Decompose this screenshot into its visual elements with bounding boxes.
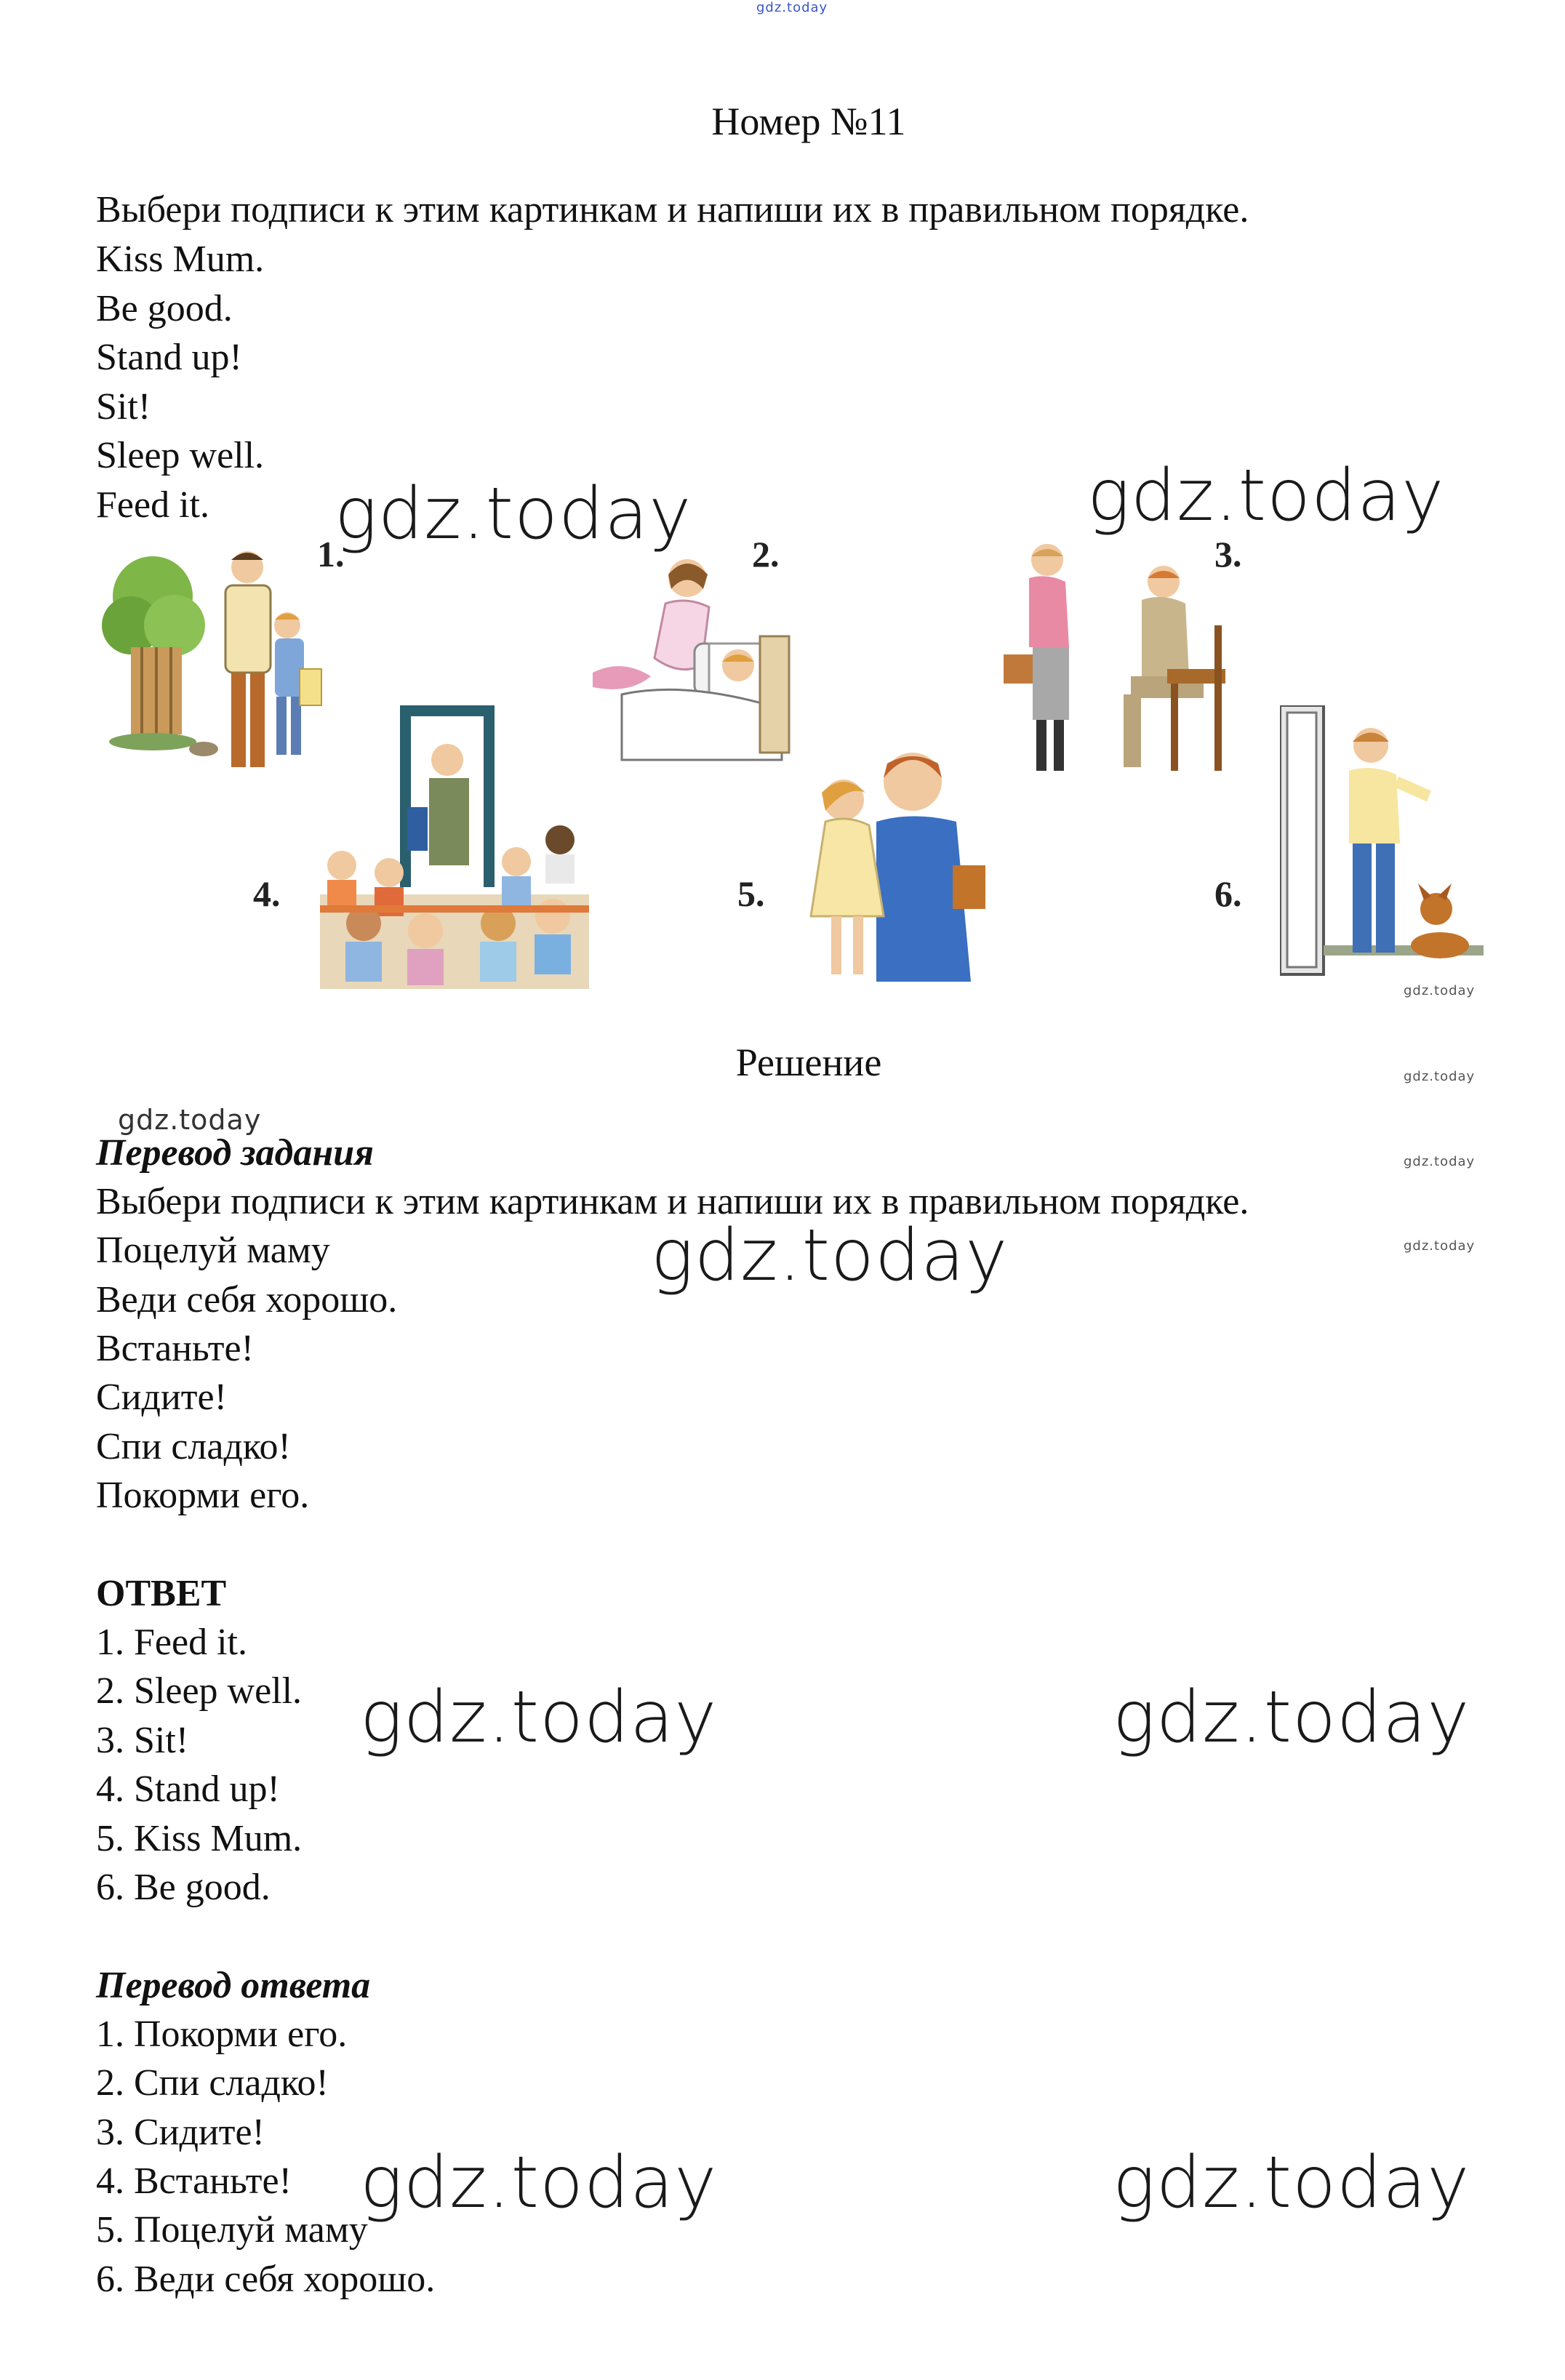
picture-3-illustration: [1000, 538, 1233, 800]
caption-item: Kiss Mum.: [96, 239, 265, 280]
picture-number-1: 1.: [317, 534, 345, 574]
picture-6-illustration: [1280, 705, 1484, 982]
picture-number-4: 4.: [253, 873, 281, 914]
translation-answer-line: 2. Спи сладко!: [96, 2062, 329, 2104]
watermark-small: gdz.today: [1404, 983, 1476, 998]
answer-heading: ОТВЕТ: [96, 1573, 227, 1614]
caption-item: Stand up!: [96, 337, 242, 378]
translation-answer-line: 1. Покорми его.: [96, 2014, 348, 2055]
answer-line: 3. Sit!: [96, 1720, 189, 1761]
translation-line: Поцелуй маму: [96, 1230, 330, 1271]
translation-line: Спи сладко!: [96, 1426, 291, 1467]
watermark: gdz.today: [1113, 1676, 1470, 1759]
picture-5-illustration: [796, 742, 1007, 982]
translation-line: Сидите!: [96, 1377, 227, 1418]
picture-number-5: 5.: [737, 873, 765, 914]
caption-item: Feed it.: [96, 484, 209, 526]
picture-number-3: 3.: [1214, 534, 1242, 574]
answer-line: 5. Kiss Mum.: [96, 1818, 303, 1859]
watermark: gdz.today: [335, 473, 692, 556]
task-instruction: Выбери подписи к этим картинкам и напиши их в правильном порядке.: [96, 189, 1249, 231]
picture-4-illustration: [320, 705, 589, 989]
caption-item: Be good.: [96, 288, 233, 329]
translation-answer-heading: Перевод ответа: [96, 1965, 371, 2006]
translation-line: Встаньте!: [96, 1328, 254, 1369]
answer-line: 1. Feed it.: [96, 1622, 247, 1663]
picture-number-2: 2.: [752, 534, 780, 574]
picture-number-6: 6.: [1214, 873, 1242, 914]
translation-task-instruction: Выбери подписи к этим картинкам и напиши их в правильном порядке.: [96, 1181, 1249, 1222]
watermark: gdz.today: [651, 1214, 1009, 1297]
translation-line: Веди себя хорошо.: [96, 1279, 398, 1321]
translation-answer-line: 5. Поцелуй маму: [96, 2209, 368, 2251]
watermark: gdz.today: [1087, 454, 1445, 537]
caption-item: Sleep well.: [96, 435, 265, 476]
caption-item: Sit!: [96, 386, 151, 428]
answer-line: 4. Stand up!: [96, 1768, 280, 1810]
watermark: gdz.today: [118, 1104, 262, 1136]
translation-task-heading: Перевод задания: [96, 1132, 374, 1174]
answer-line: 2. Sleep well.: [96, 1670, 303, 1712]
translation-answer-line: 3. Сидите!: [96, 2112, 265, 2153]
translation-answer-line: 6. Веди себя хорошо.: [96, 2259, 436, 2300]
watermark-small: gdz.today: [1404, 1154, 1476, 1169]
watermark-small: gdz.today: [1404, 1069, 1476, 1084]
translation-answer-line: 4. Встаньте!: [96, 2160, 292, 2202]
watermark: gdz.today: [360, 2141, 718, 2224]
page-title: Номер №11: [711, 100, 906, 143]
watermark: gdz.today: [360, 1676, 718, 1759]
solution-title: Решение: [735, 1041, 882, 1084]
watermark-top: gdz.today: [756, 0, 828, 15]
translation-line: Покорми его.: [96, 1475, 310, 1516]
watermark: gdz.today: [1113, 2141, 1470, 2224]
answer-line: 6. Be good.: [96, 1867, 271, 1908]
watermark-small: gdz.today: [1404, 1238, 1476, 1254]
picture-2-illustration: [578, 549, 796, 774]
